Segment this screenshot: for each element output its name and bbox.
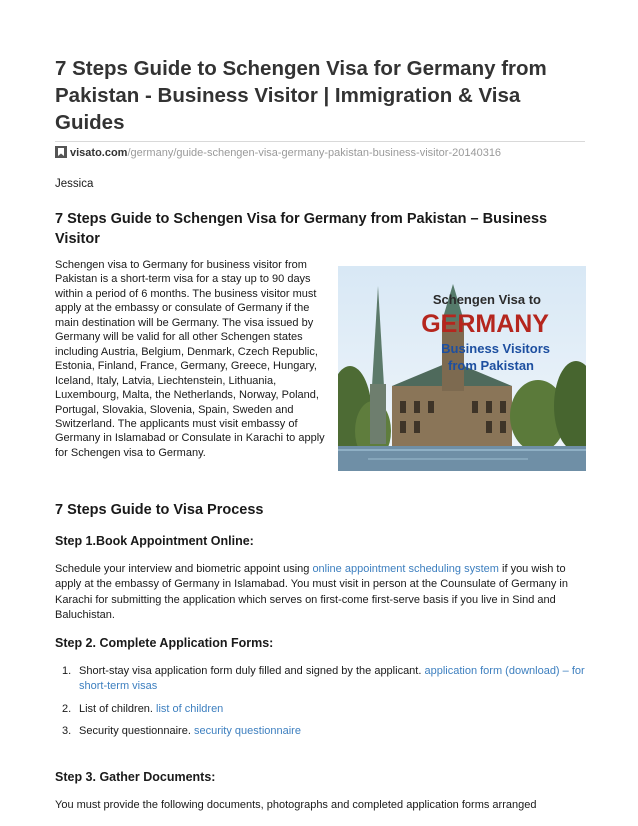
step1-text-before: Schedule your interview and biometric appoint using (55, 563, 313, 575)
step3-heading: Step 3. Gather Documents: (55, 770, 216, 784)
title-divider (55, 141, 585, 142)
source-line (55, 146, 501, 161)
list-item-text: Short-stay visa application form duly filled and signed by the applicant. (79, 665, 425, 677)
image-caption-line2: GERMANY (421, 310, 549, 338)
image-caption-line3: Business Visitors (441, 341, 550, 356)
list-number: 3. (62, 725, 72, 738)
list-item-text: List of children. (79, 702, 157, 715)
list-number: 1. (62, 665, 72, 677)
step2-heading: Step 2. Complete Application Forms: (55, 636, 274, 650)
source-domain[interactable]: visato.com (70, 147, 128, 159)
step1-text-after: if you wish to apply at the embassy of Germany in Islamabad. You must visit in person at the Counsulate of Germany in Karachi for submitting the application which serves on first-come first-serve basis if you live in Sind and Baluchistan. (55, 563, 568, 622)
list-item-text: Security questionnaire. (79, 725, 194, 738)
bookmark-icon (55, 146, 67, 158)
list-item (55, 664, 585, 695)
step3-paragraph: You must provide the following documents, photographs and completed application forms arranged (55, 799, 537, 811)
forms-list (55, 664, 585, 747)
article-heading: 7 Steps Guide to Schengen Visa for Germany from Pakistan – Business Visitor (55, 211, 548, 247)
list-item (55, 724, 585, 739)
security-questionnaire-link[interactable]: security questionnaire (193, 725, 301, 738)
source-path[interactable]: /germany/guide-schengen-visa-germany-pakistan-business-visitor-20140316 (127, 147, 502, 159)
intro-paragraph: Schengen visa to Germany for business visitor from Pakistan is a short-term visa for a stay up to 90 days within a period of 6 months. The business visitor must apply at the embassy or consulate of Germany if the main destination will be Germany. The visa issued by Germany will be valid for all other Schengen states including Austria, Belgium, Denmark, Czech Republic, Estonia, Finland, France, Germany, Greece, Hungary, Iceland, Italy, Latvia, Liechtenstein, Lithuania, Luxembourg, Malta, the Netherlands, Norway, Poland, Portugal, Slovakia, Slovenia, Spain, Sweden and Switzerland. The applicants must visit embassy of Germany in Islamabad or Consulate in Karachi to apply for Schengen visa to Germany. (55, 259, 325, 459)
list-item (55, 702, 585, 717)
step1-heading: Step 1.Book Appointment Online: (55, 534, 254, 548)
image-caption-line4: from Pakistan (448, 358, 534, 373)
list-of-children-link[interactable]: list of children (156, 702, 224, 715)
step1-paragraph (55, 562, 585, 624)
appointment-scheduling-link[interactable]: online appointment scheduling system (312, 563, 499, 575)
process-heading: 7 Steps Guide to Visa Process (55, 502, 264, 518)
list-number: 2. (62, 702, 72, 715)
image-caption-line1: Schengen Visa to (432, 292, 541, 307)
hamburg-city-image (338, 266, 586, 471)
document-title: 7 Steps Guide to Schengen Visa for Germany from Pakistan - Business Visitor | Immigration & Visa Guides (55, 57, 547, 134)
application-form-link[interactable]: application form (download) – for short-term visas (79, 665, 585, 693)
author-name: Jessica (55, 178, 94, 190)
